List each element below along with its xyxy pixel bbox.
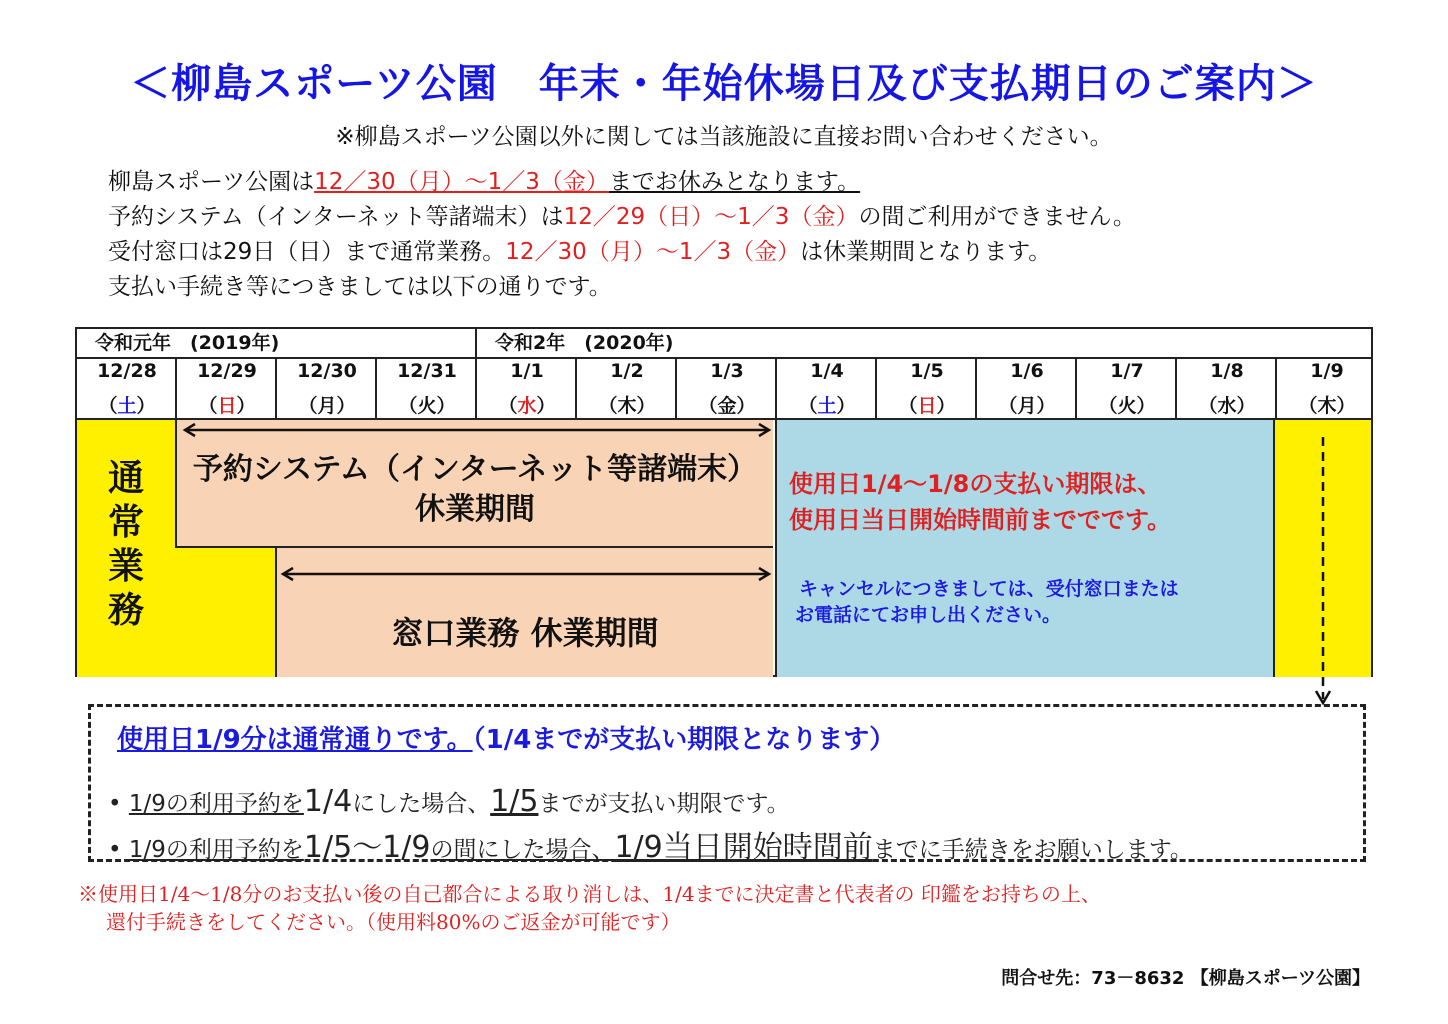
window-range-arrow [279, 566, 773, 582]
weekday-char: 金 [717, 395, 737, 417]
paren: ） [636, 395, 656, 417]
system-range-arrow [181, 422, 773, 438]
intro-line-1 [108, 163, 860, 196]
system-closed-label: 予約システム（インターネット等諸端末） [192, 452, 758, 487]
weekday-char: 水 [1217, 395, 1237, 417]
paren: ） [336, 395, 356, 417]
closed-dates: 12／30（月）～1／3（金） [314, 169, 609, 195]
paren: ） [736, 395, 756, 417]
day-weekday [477, 391, 577, 418]
notice-heading-blue: 使用日1/9分は通常通りです。 [117, 725, 473, 755]
divider [1075, 357, 1077, 418]
cancel-text: キャンセルにつきましては、受付窓口または [799, 578, 1179, 600]
paren: ） [136, 395, 156, 417]
paren: （ [1098, 395, 1118, 417]
weekday-char: 日 [917, 395, 937, 417]
notice-heading-rest: （1/4までが支払い期限となります） [472, 725, 896, 755]
paren: （ [198, 395, 218, 417]
day-date: 12/29 [197, 360, 257, 382]
paren: ） [1136, 395, 1156, 417]
divider [775, 357, 777, 418]
day-weekday [777, 391, 877, 418]
paren: ） [1036, 395, 1056, 417]
weekday-char: 日 [217, 395, 237, 417]
intro-line-2 [108, 198, 1136, 231]
divider [475, 357, 477, 418]
divider [675, 357, 677, 418]
intro-text: 予約システム（インターネット等諸端末）は [108, 204, 564, 230]
bullet-text: 1/9の利用予約を [128, 791, 304, 817]
paren: （ [998, 395, 1018, 417]
weekday-char: 木 [617, 395, 637, 417]
year-2020-label: 令和2年 (2020年) [495, 332, 674, 354]
year-2019-label: 令和元年 (2019年) [95, 332, 280, 354]
weekday-char: 土 [817, 395, 837, 417]
cancel-text-2: お電話にてお申し出ください。 [795, 604, 1062, 626]
day-date: 1/9 [1310, 360, 1344, 382]
payment-deadline-box [775, 420, 1275, 677]
intro-text: 柳島スポーツ公園は [108, 169, 315, 195]
weekday-char: 月 [1017, 395, 1037, 417]
intro-text: は休業期間となります。 [800, 239, 1052, 265]
calendar-table [75, 327, 1373, 677]
day-weekday [677, 391, 777, 418]
notice-heading [117, 719, 895, 756]
day-weekday [977, 391, 1077, 418]
day-weekday [1077, 391, 1177, 418]
divider [475, 329, 477, 357]
intro-text: 受付窓口は29日（日）まで通常業務。 [108, 239, 506, 265]
day-weekday [177, 391, 277, 418]
day-weekday [577, 391, 677, 418]
paren: （ [698, 395, 718, 417]
window-closed-label: 窓口業務 休業期間 [391, 614, 659, 652]
day-date: 1/5 [910, 360, 944, 382]
day-date: 12/31 [397, 360, 457, 382]
window-closed-box [275, 548, 773, 677]
day-date: 12/28 [97, 360, 157, 382]
paren: （ [598, 395, 618, 417]
paren: （ [798, 395, 818, 417]
normal-ops-label: 通常業務 [107, 458, 144, 631]
paren: ） [1236, 395, 1256, 417]
day-date: 12/30 [297, 360, 357, 382]
weekday-char: 火 [417, 395, 437, 417]
weekday-char: 月 [317, 395, 337, 417]
day-date: 1/3 [710, 360, 744, 382]
refund-note-2: 還付手続きをしてください。（使用料80%のご返金が可能です） [106, 910, 681, 934]
bullet-date: 1/4 [303, 784, 353, 819]
day-weekday [377, 391, 477, 418]
intro-text: までお休みとなります。 [608, 169, 861, 195]
bullet-date: 1/5 [490, 784, 539, 819]
bullet-text: の間にした場合、 [430, 837, 615, 863]
divider [875, 357, 877, 418]
system-dates: 12／29（日）～1／3（金） [563, 204, 859, 230]
weekday-char: 水 [517, 395, 537, 417]
refund-note-1: ※使用日1/4～1/8分のお支払い後の自己都合による取り消しは、1/4までに決定書と代表者の 印鑑をお持ちの上、 [78, 882, 1101, 906]
paren: ） [1336, 395, 1356, 417]
day-date: 1/4 [810, 360, 844, 382]
day-weekday [77, 391, 177, 418]
bullet-text: 1/9の利用予約を [128, 837, 304, 863]
day-date: 1/2 [610, 360, 644, 382]
bullet-date: 1/5～1/9 [303, 830, 431, 865]
down-arrow-icon [1313, 437, 1333, 713]
contact-info: 問合せ先：73－8632 【柳島スポーツ公園】 [1001, 968, 1370, 989]
bullet-text: までに手続きをお願いします。 [872, 837, 1193, 863]
paren: （ [1298, 395, 1318, 417]
weekday-char: 火 [1117, 395, 1137, 417]
deadline-text: 使用日1/4～1/8の支払い期限は、 [789, 470, 1162, 498]
divider [275, 357, 277, 418]
paren: （ [98, 395, 118, 417]
deadline-text-2: 使用日当日開始時間前まででです。 [789, 506, 1172, 534]
day-date: 1/7 [1110, 360, 1144, 382]
paren: ） [936, 395, 956, 417]
divider [575, 357, 577, 418]
day-weekday [1277, 391, 1377, 418]
header-note: ※柳島スポーツ公園以外に関しては当該施設に直接お問い合わせください。 [335, 124, 1113, 150]
day-date: 1/8 [1210, 360, 1244, 382]
day-date: 1/1 [510, 360, 544, 382]
day-date: 1/6 [1010, 360, 1044, 382]
paren: ） [436, 395, 456, 417]
system-closed-box [175, 420, 773, 548]
page-title: ＜柳島スポーツ公園 年末・年始休場日及び支払期日のご案内＞ [130, 61, 1318, 107]
window-dates: 12／30（月）～1／3（金） [505, 239, 801, 265]
paren: （ [898, 395, 918, 417]
intro-text: の間ご利用ができません。 [858, 204, 1136, 230]
paren: （ [298, 395, 318, 417]
bullet-text: までが支払い期限です。 [538, 791, 790, 817]
day-weekday [1177, 391, 1277, 418]
bullet-date: 1/9当日開始時間前 [614, 830, 873, 865]
day-weekday [877, 391, 977, 418]
paren: ） [536, 395, 556, 417]
intro-line-3 [108, 233, 1051, 266]
weekday-char: 土 [117, 395, 137, 417]
divider [1275, 357, 1277, 418]
weekday-char: 木 [1317, 395, 1337, 417]
divider [175, 357, 177, 418]
paren: ） [236, 395, 256, 417]
paren: （ [498, 395, 518, 417]
divider [1175, 357, 1177, 418]
notice-bullet-2: • 1/9の利用予約を1/5～1/9の間にした場合、1/9当日開始時間前までに手続きをお願いします。 [108, 830, 1193, 865]
divider [375, 357, 377, 418]
paren: （ [398, 395, 418, 417]
bullet-text: にした場合、 [352, 791, 491, 817]
intro-line-4: 支払い手続き等につきましては以下の通りです。 [108, 274, 612, 300]
paren: （ [1198, 395, 1218, 417]
day-weekday [277, 391, 377, 418]
divider [975, 357, 977, 418]
system-closed-label-2: 休業期間 [415, 492, 535, 527]
notice-bullet-1: • 1/9の利用予約を1/4にした場合、1/5までが支払い期限です。 [108, 784, 790, 819]
paren: ） [836, 395, 856, 417]
